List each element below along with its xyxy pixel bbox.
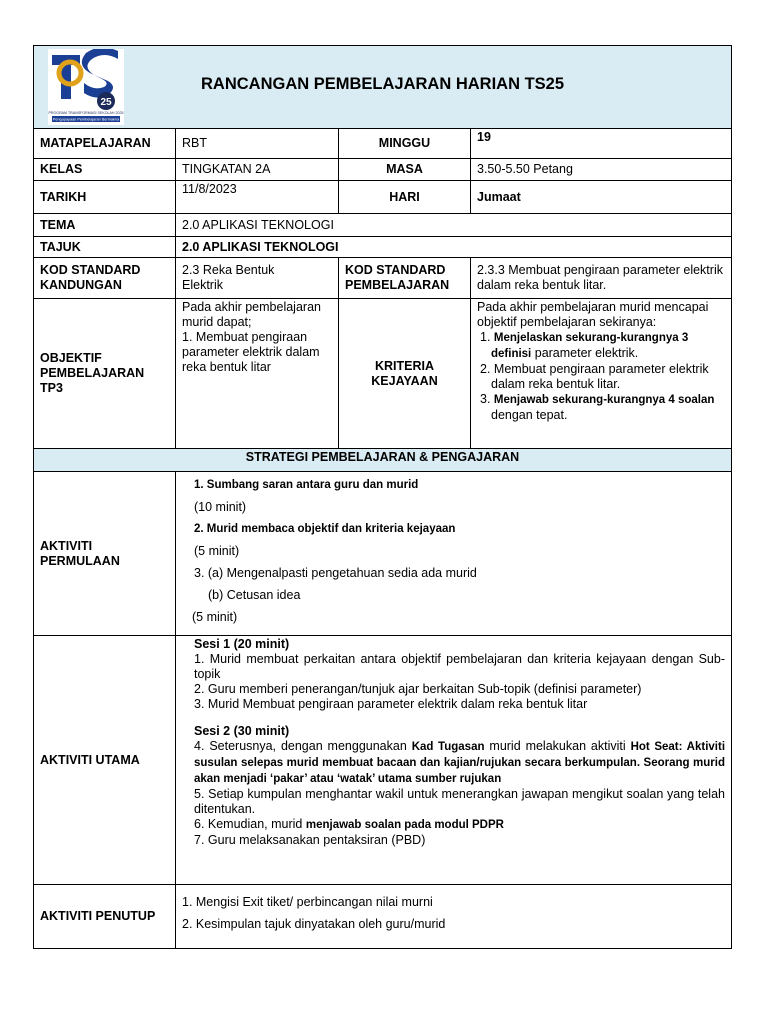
pembelajaran-label-line-1: KOD STANDARD: [345, 263, 446, 277]
kriteria-label-line-2: KEJAYAAN: [371, 373, 438, 388]
value-minggu: 19: [471, 129, 732, 159]
row-objektif: [34, 299, 732, 449]
value-hari: Jumaat: [471, 181, 732, 214]
permulaan-label-line-2: PERMULAAN: [40, 553, 120, 568]
value-kelas: TINGKATAN 2A: [176, 159, 339, 181]
kriteria-item-3-rest: dengan tepat.: [491, 408, 568, 422]
value-aktiviti-penutup: [176, 885, 732, 949]
utama-sesi-2-item-5: 5. Setiap kumpulan menghantar wakil untuk menerangkan jawapan mengikut soalan yang telah ditentukan.: [194, 787, 725, 816]
label-aktiviti-penutup: AKTIVITI PENUTUP: [34, 885, 176, 949]
logo-caption-2: Pengupayaan Pembelajaran Bermakna: [52, 117, 120, 122]
row-matapelajaran: [34, 129, 732, 159]
pembelajaran-label-line-2: PEMBELAJARAN: [345, 278, 450, 292]
objektif-item-1: [182, 330, 332, 375]
label-aktiviti-utama: AKTIVITI UTAMA: [34, 636, 176, 885]
value-aktiviti-permulaan: [176, 472, 732, 636]
objektif-label-line-1: OBJEKTIF: [40, 351, 102, 365]
kriteria-item-2-text: Membuat pengiraan parameter elektrik dalam reka bentuk litar.: [491, 362, 709, 391]
label-hari: HARI: [339, 181, 471, 214]
kriteria-item-1-rest: parameter elektrik.: [531, 346, 639, 360]
lesson-plan-table: [33, 45, 732, 949]
utama-spacer: [194, 712, 725, 724]
value-tajuk: 2.0 APLIKASI TEKNOLOGI: [176, 237, 732, 258]
penutup-item-1: 1. Mengisi Exit tiket/ perbincangan nilai murni: [182, 895, 433, 909]
logo-number: 25: [100, 97, 112, 108]
label-matapelajaran: MATAPELAJARAN: [34, 129, 176, 159]
row-tarikh: [34, 181, 732, 214]
utama-item-4-part-c: murid melakukan aktiviti: [484, 739, 631, 753]
kriteria-item-2-number: 2.: [480, 362, 491, 376]
objektif-item-1-text: Membuat pengiraan parameter elektrik dalam reka bentuk litar: [182, 330, 320, 374]
value-aktiviti-utama: [176, 636, 732, 885]
strategi-heading: STRATEGI PEMBELAJARAN & PENGAJARAN: [34, 449, 732, 472]
value-tarikh: 11/8/2023: [176, 181, 339, 214]
objektif-intro: Pada akhir pembelajaran murid dapat;: [182, 300, 321, 329]
utama-sesi-2-item-4: [194, 739, 725, 787]
label-tajuk: TAJUK: [34, 237, 176, 258]
kriteria-item-3-bold: Menjawab sekurang-kurangnya 4 soalan: [493, 394, 715, 406]
header-cell: [34, 46, 732, 129]
utama-item-4-part-d: Hot Seat: Aktiviti susulan selepas murid membuat bacaan dan kajian/rujukan secara berkumpulan. Seorang murid akan menjadi ‘pakar’ atau ‘watak’ utama sumber rujukan: [194, 741, 726, 785]
label-kriteria-kejayaan: [339, 299, 471, 449]
row-tajuk: [34, 237, 732, 258]
document-title: RANCANGAN PEMBELAJARAN HARIAN TS25: [200, 75, 565, 93]
utama-item-6-part-b: menjawab soalan pada modul PDPR: [305, 819, 504, 831]
kandungan-value-line-1: 2.3 Reka Bentuk: [182, 263, 275, 277]
utama-sesi-2-item-6: [194, 817, 725, 833]
utama-item-4-part-b: Kad Tugasan: [411, 741, 485, 753]
kriteria-item-1: [477, 330, 725, 362]
row-tema: [34, 214, 732, 237]
label-tema: TEMA: [34, 214, 176, 237]
value-masa: 3.50-5.50 Petang: [471, 159, 732, 181]
utama-sesi-1: Sesi 1 (20 minit): [194, 637, 290, 651]
utama-sesi-2: Sesi 2 (30 minit): [194, 724, 290, 738]
value-kod-standard-pembelajaran: 2.3.3 Membuat pengiraan parameter elektrik dalam reka bentuk litar.: [471, 258, 732, 299]
value-matapelajaran: RBT: [176, 129, 339, 159]
value-kriteria-kejayaan: [471, 299, 732, 449]
row-permulaan: [34, 472, 732, 636]
value-tema: 2.0 APLIKASI TEKNOLOGI: [176, 214, 732, 237]
utama-sesi-1-item-3: 3. Murid Membuat pengiraan parameter elektrik dalam reka bentuk litar: [194, 697, 588, 711]
row-utama: [34, 636, 732, 885]
utama-item-6-part-a: 6. Kemudian, murid: [194, 817, 306, 831]
kriteria-item-3: [477, 392, 725, 423]
kandungan-label-line-1: KOD STANDARD: [40, 263, 141, 277]
permulaan-label-line-1: AKTIVITI: [40, 538, 93, 553]
header-row: [34, 46, 732, 129]
label-aktiviti-permulaan: [34, 472, 176, 636]
permulaan-item-3-duration: (5 minit): [192, 610, 238, 624]
row-penutup: [34, 885, 732, 949]
objektif-label-line-2: PEMBELAJARAN: [40, 366, 145, 380]
permulaan-item-3a: 3. (a) Mengenalpasti pengetahuan sedia ada murid: [194, 566, 477, 580]
kriteria-item-3-number: 3.: [480, 392, 491, 406]
label-kod-standard-pembelajaran: [339, 258, 471, 299]
kriteria-item-1-number: 1.: [480, 330, 491, 344]
utama-sesi-1-item-2: 2. Guru memberi penerangan/tunjuk ajar berkaitan Sub-topik (definisi parameter): [194, 682, 642, 696]
label-minggu: MINGGU: [339, 129, 471, 159]
penutup-item-2: 2. Kesimpulan tajuk dinyatakan oleh guru/murid: [182, 917, 446, 931]
objektif-item-1-number: 1.: [182, 330, 193, 344]
label-masa: MASA: [339, 159, 471, 181]
permulaan-item-1: 1. Sumbang saran antara guru dan murid: [194, 479, 419, 491]
row-kelas: [34, 159, 732, 181]
label-kod-standard-kandungan: [34, 258, 176, 299]
kriteria-item-1-bold: Menjelaskan sekurang-kurangnya 3 definisi: [491, 332, 689, 360]
label-kelas: KELAS: [34, 159, 176, 181]
value-kod-standard-kandungan: [176, 258, 339, 299]
permulaan-item-2: 2. Murid membaca objektif dan kriteria kejayaan: [194, 523, 456, 535]
label-tarikh: TARIKH: [34, 181, 176, 214]
kriteria-label-line-1: KRITERIA: [374, 358, 435, 373]
row-standards: [34, 258, 732, 299]
permulaan-item-3b: (b) Cetusan idea: [208, 588, 301, 602]
kandungan-label-line-2: KANDUNGAN: [40, 278, 122, 292]
label-objektif: [34, 299, 176, 449]
utama-sesi-2-item-7: 7. Guru melaksanakan pentaksiran (PBD): [194, 833, 426, 847]
permulaan-item-1-duration: (10 minit): [194, 500, 247, 514]
permulaan-item-2-duration: (5 minit): [194, 544, 240, 558]
objektif-label-line-3: TP3: [40, 381, 63, 395]
logo-caption-1: PROGRAM TRANSFORMASI SEKOLAH 2025: [48, 111, 124, 115]
utama-item-4-part-a: 4. Seterusnya, dengan menggunakan: [194, 739, 412, 753]
kandungan-value-line-2: Elektrik: [182, 278, 223, 292]
kriteria-intro: Pada akhir pembelajaran murid mencapai objektif pembelajaran sekiranya:: [477, 300, 709, 329]
utama-sesi-1-item-1: 1. Murid membuat perkaitan antara objektif pembelajaran dan kriteria kejayaan dengan Sub-topik: [194, 652, 725, 681]
kriteria-item-2: [477, 362, 725, 392]
value-objektif: [176, 299, 339, 449]
row-strategi: [34, 449, 732, 472]
